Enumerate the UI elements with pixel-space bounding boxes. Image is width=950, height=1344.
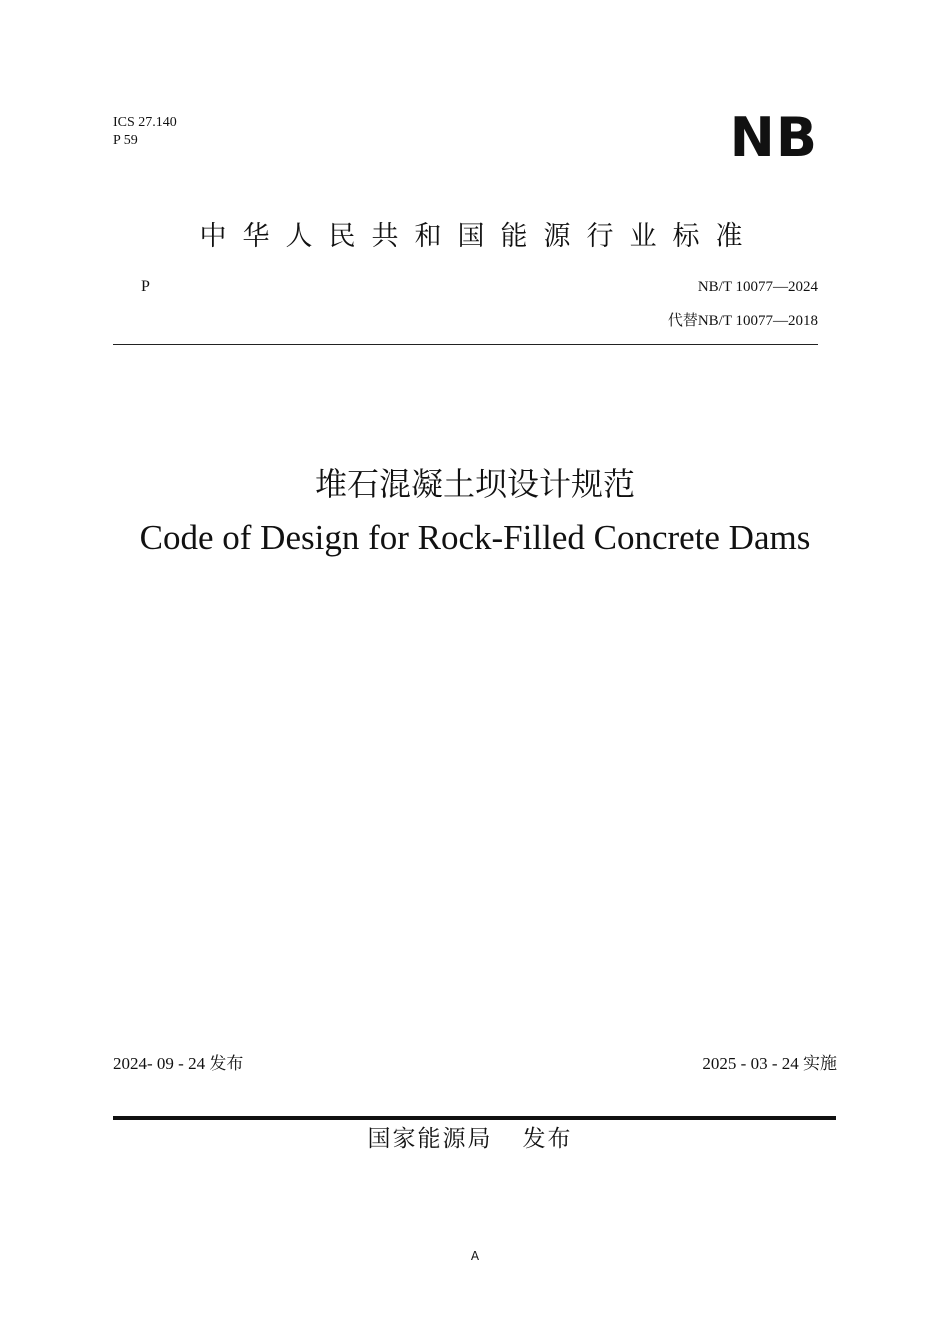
publisher <box>0 1124 950 1154</box>
standard-category: P <box>141 278 150 295</box>
implementation-date: 2025 - 03 - 24 实施 <box>702 1054 837 1073</box>
ccs-code: P 59 <box>113 133 138 148</box>
replaced-standard-number: 代替NB/T 10077—2018 <box>667 313 818 329</box>
page-mark: A <box>470 1249 480 1263</box>
standard-name: 中华人民共和国能源行业标准 <box>199 221 759 252</box>
document-title-chinese: 堆石混凝土坝设计规范 <box>314 465 635 503</box>
ics-code: ICS 27.140 <box>113 115 177 130</box>
issue-date: 2024- 09 - 24 发布 <box>113 1054 244 1073</box>
standard-number: NB/T 10077—2024 <box>697 279 818 295</box>
document-title-english: Code of Design for Rock-Filled Concrete Dams <box>139 518 811 557</box>
footer-divider <box>113 1116 836 1120</box>
header-divider <box>113 344 818 345</box>
publisher-org: 国家能源局 <box>367 1126 493 1152</box>
publisher-action: 发布 <box>522 1126 573 1152</box>
nb-logo: NB <box>729 106 818 169</box>
